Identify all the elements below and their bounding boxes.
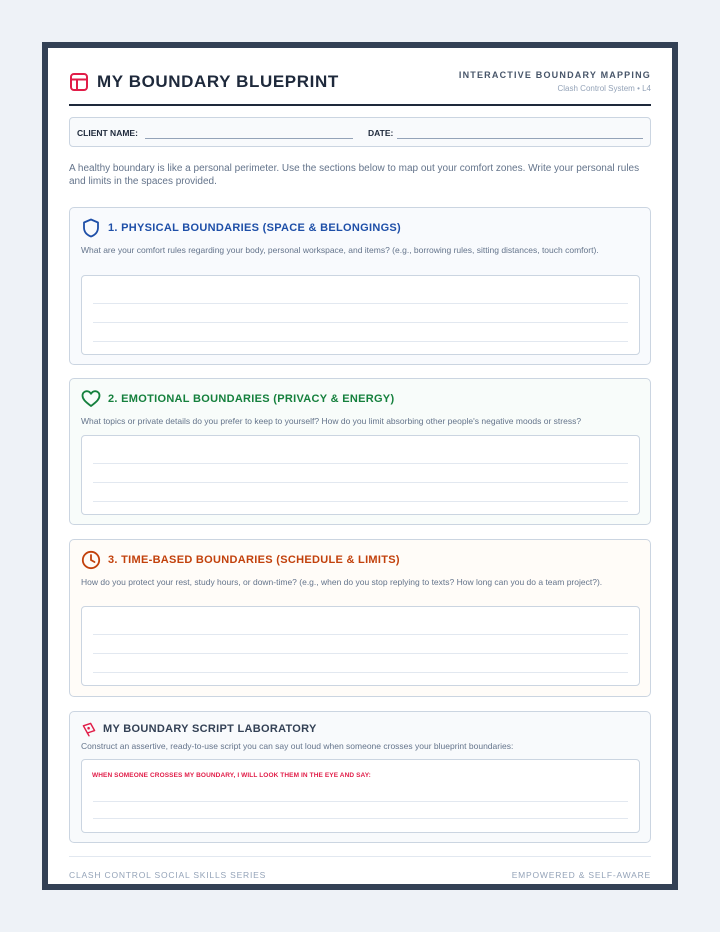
physical-answer-box[interactable] [81,275,640,355]
date-label: DATE: [368,128,394,138]
writing-line [93,801,628,802]
system-title: INTERACTIVE BOUNDARY MAPPING [458,70,651,80]
writing-line [93,482,628,483]
writing-line [93,818,628,819]
emotional-answer-box[interactable] [81,435,640,515]
section-title: 1. PHYSICAL BOUNDARIES (SPACE & BELONGINGS) [108,222,402,234]
writing-line [93,653,628,654]
section-description: What topics or private details do you prefer to keep to yourself? How do you limit absorbing other people's negative moods or stress? [81,416,582,426]
page-header [69,48,651,106]
writing-line [93,341,628,342]
footer-series: CLASH CONTROL SOCIAL SKILLS SERIES [69,870,267,880]
section-title: 2. EMOTIONAL BOUNDARIES (PRIVACY & ENERGY) [108,393,395,405]
script-prompt: WHEN SOMEONE CROSSES MY BOUNDARY, I WILL LOOK THEM IN THE EYE AND SAY: [92,772,371,779]
title-group [69,72,339,92]
shield-icon [81,218,101,238]
writing-line [93,634,628,635]
megaphone-icon [81,721,97,737]
time-boundaries-section [69,539,651,697]
worksheet-page [42,42,678,890]
heart-icon [81,389,101,409]
client-name-label: CLIENT NAME: [77,128,138,138]
clock-icon [81,550,101,570]
emotional-boundaries-section [69,378,651,525]
section-header [81,550,400,570]
intro-text: A healthy boundary is like a personal perimeter. Use the sections below to map out your comfort zones. Write your personal rules and limits in the spaces provided. [69,163,640,187]
section-title: 3. TIME-BASED BOUNDARIES (SCHEDULE & LIMITS) [108,554,400,566]
footer-divider [69,856,651,857]
system-info [459,70,651,93]
section-description: What are your comfort rules regarding your body, personal workspace, and items? (e.g., borrowing rules, sitting distances, touch comfort). [81,245,599,255]
writing-line [93,322,628,323]
time-answer-box[interactable] [81,606,640,686]
layout-icon [69,72,89,92]
page-title: MY BOUNDARY BLUEPRINT [97,72,339,91]
date-field[interactable] [397,138,643,139]
writing-line [93,672,628,673]
writing-line [93,501,628,502]
section-header [81,721,317,737]
physical-boundaries-section [69,207,651,365]
script-laboratory-section [69,711,651,843]
worksheet-content [69,48,651,884]
section-header [81,218,401,238]
script-answer-box[interactable] [81,759,640,833]
section-title: MY BOUNDARY SCRIPT LABORATORY [103,723,317,735]
client-name-field[interactable] [145,138,353,139]
writing-line [93,463,628,464]
client-info-row [69,117,651,147]
system-subtitle: Clash Control System • L4 [557,84,651,93]
section-description: How do you protect your rest, study hours, or down-time? (e.g., when do you stop replying to texts? How long can you do a team project?). [81,577,603,587]
writing-line [93,303,628,304]
footer-tagline: EMPOWERED & SELF-AWARE [511,870,651,880]
section-header [81,389,394,409]
section-description: Construct an assertive, ready-to-use script you can say out loud when someone crosses your blueprint boundaries: [81,741,514,751]
